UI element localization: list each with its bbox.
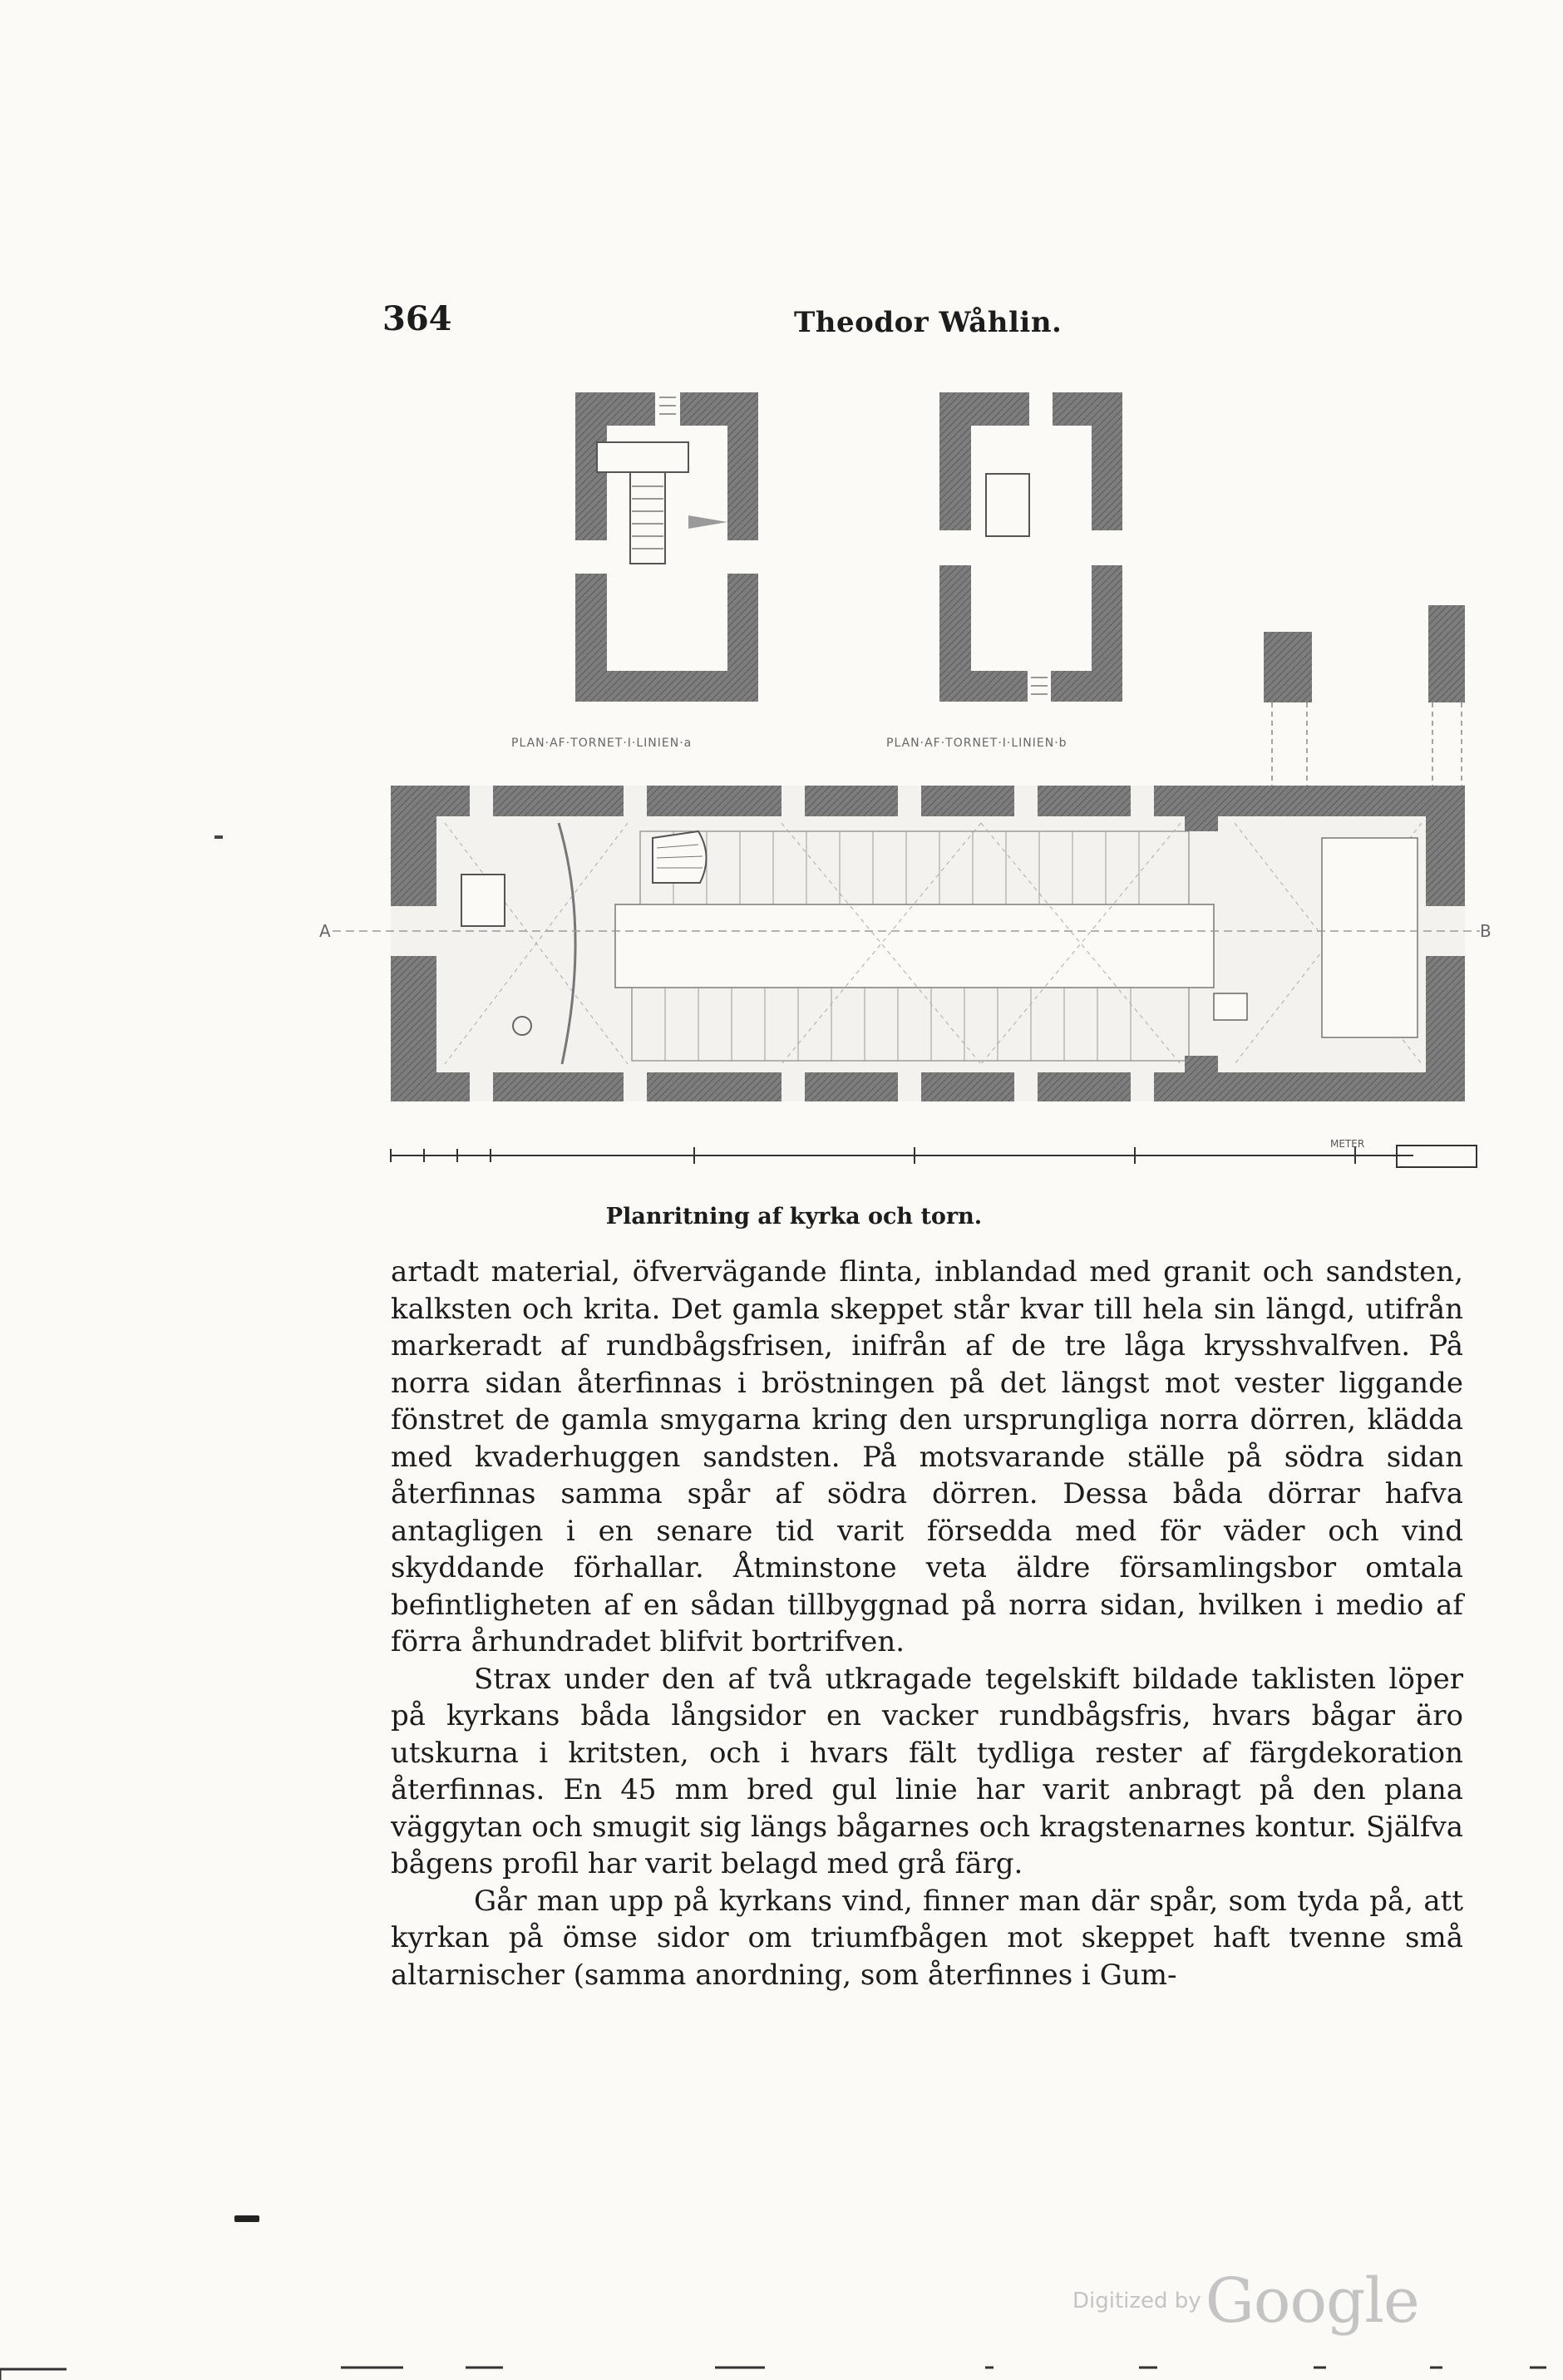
section-a-marker: A xyxy=(319,921,331,941)
church-floor-plan xyxy=(333,786,1480,1101)
paragraph-2: Strax under den af två utkragade tegelskift bildade taklisten löper på kyrkans båda långsidor en vacker rundbågsfris, hvars bågar äro utskurna i kritsten, och i hvars fält tydliga rester af färgdekoration återfinnas. En 45 mm bred gul linie har varit anbragt på den plana väggytan och smugit sig längs bågarnes och kragstenarnes kontur. Själfva bågens profil har varit belagd med grå färg. xyxy=(391,1662,1463,1880)
margin-speck xyxy=(214,835,223,839)
paragraph-1: artadt material, öfvervägande flinta, inblandad med granit och sandsten, kalksten och krita. Det gamla skeppet står kvar till hela sin längd, utifrån markeradt af rundbågsfrisen, inifrån af de tre låga krysshvalfven. På norra sidan återfinnas i bröstningen på det längst mot vester liggande fönstret de gamla smygarna kring den ursprungliga norra dörren, klädda med kvaderhuggen sandsten. På motsvarande ställe på södra sidan återfinnas samma spår af södra dörren. Dessa båda dörrar hafva antagligen i en senare tid varit försedda med för väder och vind skyddande förhallar. Åtminstone veta äldre församlingsbor omtala befintligheten af en sådan tillbyggnad på norra sidan, hvilken i medio af förra århundradet blifvit bortrifven. xyxy=(391,1255,1463,1658)
tower-plan-b xyxy=(939,392,1122,702)
tower-plan-a xyxy=(575,392,758,702)
google-logo: Google xyxy=(1205,2265,1419,2337)
plan-a-label: PLAN·AF·TORNET·I·LINIEN·a xyxy=(511,737,693,750)
body-text xyxy=(391,1254,1463,1993)
scan-edge-marks xyxy=(0,2361,1563,2380)
page-number: 364 xyxy=(382,299,452,338)
scale-bar xyxy=(391,1147,1413,1164)
church-plan-figure xyxy=(316,382,1496,1180)
digitized-watermark xyxy=(1072,2265,1419,2337)
running-head: Theodor Wåhlin. xyxy=(794,306,1063,339)
tower-section xyxy=(1264,605,1465,786)
paragraph-3: Går man upp på kyrkans vind, finner man där spår, som tyda på, att kyrkan på ömse sidor om triumfbågen mot skeppet haft tvenne små altarnischer (samma anordning, som återfinnes i Gum- xyxy=(391,1884,1463,1992)
watermark-prefix: Digitized by xyxy=(1072,2289,1201,2313)
plan-b-label: PLAN·AF·TORNET·I·LINIEN·b xyxy=(886,737,1067,750)
figure-caption: Planritning af kyrka och torn. xyxy=(605,1204,983,1229)
scale-unit-label: METER xyxy=(1330,1138,1365,1150)
margin-speck xyxy=(234,2215,259,2222)
section-b-marker: B xyxy=(1480,921,1492,941)
